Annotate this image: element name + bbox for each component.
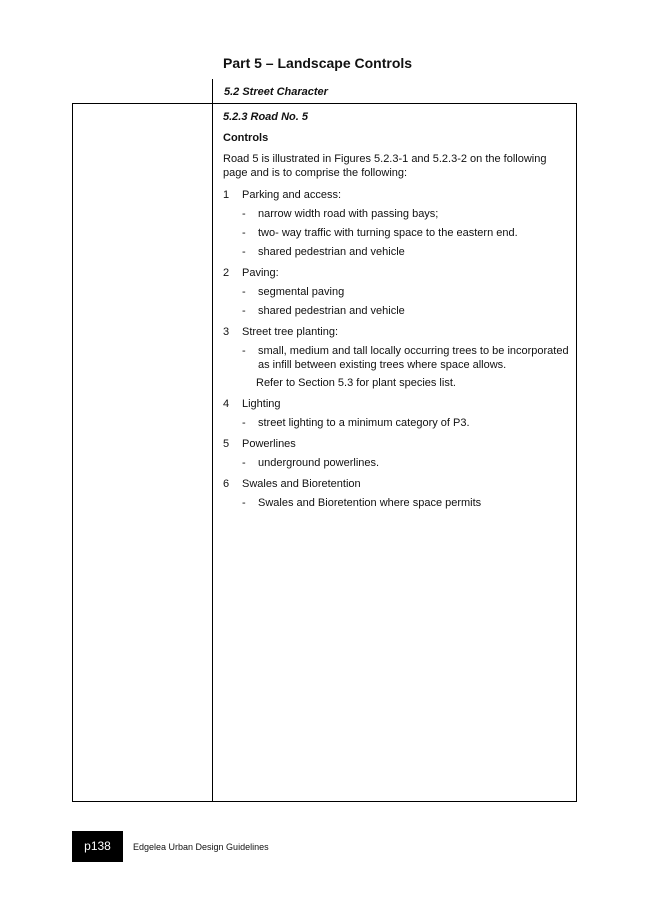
list-item-heading xyxy=(223,397,573,411)
bullet-marker: - xyxy=(242,246,246,258)
list-item-title: Parking and access: xyxy=(242,189,342,201)
bullet-item xyxy=(242,245,573,259)
bullet-text: two- way traffic with turning space to the eastern end. xyxy=(258,227,518,239)
column-rule-top xyxy=(212,79,213,103)
bullet-text: shared pedestrian and vehicle xyxy=(258,246,405,258)
list-item-title: Paving: xyxy=(242,267,279,279)
bullet-marker: - xyxy=(242,305,246,317)
reference-note: Refer to Section 5.3 for plant species list. xyxy=(256,377,456,389)
list-item-heading xyxy=(223,266,573,280)
list-item xyxy=(223,266,573,318)
list-item xyxy=(223,397,573,430)
bullet-text: narrow width road with passing bays; xyxy=(258,208,439,220)
bullet-text: shared pedestrian and vehicle xyxy=(258,305,405,317)
subsection-title: 5.2.3 Road No. 5 xyxy=(223,111,308,123)
list-item-number: 4 xyxy=(223,398,230,410)
bullet-item xyxy=(242,285,573,299)
bullet-text: Swales and Bioretention where space permits xyxy=(258,497,482,509)
list-item-title: Lighting xyxy=(242,398,281,410)
list-item xyxy=(223,437,573,470)
controls-heading: Controls xyxy=(223,132,269,144)
controls-content xyxy=(223,110,573,517)
list-item-title: Powerlines xyxy=(242,438,296,450)
bullet-item xyxy=(242,304,573,318)
bullet-text: small, medium and tall locally occurring trees to be incorporated as infill between existing trees where space allows. xyxy=(258,345,569,371)
bullet-marker: - xyxy=(242,286,246,298)
bullet-item xyxy=(242,416,573,430)
bullet-text: street lighting to a minimum category of P3. xyxy=(258,417,470,429)
list-item-number: 3 xyxy=(223,326,230,338)
list-item xyxy=(223,477,573,510)
list-item-heading xyxy=(223,188,573,202)
bullet-item xyxy=(242,226,573,240)
column-divider xyxy=(212,103,213,802)
footer-title: Edgelea Urban Design Guidelines xyxy=(133,842,269,852)
list-item-heading xyxy=(223,325,573,339)
part-title: Part 5 – Landscape Controls xyxy=(223,55,413,71)
section-title: 5.2 Street Character xyxy=(224,86,328,98)
controls-list xyxy=(223,188,573,510)
bullet-marker: - xyxy=(242,208,246,220)
list-item-heading xyxy=(223,437,573,451)
bullet-item xyxy=(242,207,573,221)
page-number-badge: p138 xyxy=(72,831,123,862)
list-item xyxy=(223,325,573,390)
bullet-marker: - xyxy=(242,227,246,239)
list-item xyxy=(223,188,573,259)
list-item-number: 5 xyxy=(223,438,230,450)
list-item-title: Street tree planting: xyxy=(242,326,339,338)
list-item-number: 1 xyxy=(223,189,230,201)
bullet-item xyxy=(242,344,573,372)
bullet-marker: - xyxy=(242,457,246,469)
bullet-text: underground powerlines. xyxy=(258,457,380,469)
intro-paragraph: Road 5 is illustrated in Figures 5.2.3-1 and 5.2.3-2 on the following page and is to comprise the following: xyxy=(223,153,547,179)
list-item-title: Swales and Bioretention xyxy=(242,478,361,490)
list-item-number: 6 xyxy=(223,478,230,490)
list-item-number: 2 xyxy=(223,267,230,279)
list-item-heading xyxy=(223,477,573,491)
bullet-marker: - xyxy=(242,417,246,429)
bullet-item xyxy=(242,456,573,470)
bullet-text: segmental paving xyxy=(258,286,345,298)
bullet-marker: - xyxy=(242,345,246,357)
bullet-item xyxy=(242,496,573,510)
bullet-marker: - xyxy=(242,497,246,509)
